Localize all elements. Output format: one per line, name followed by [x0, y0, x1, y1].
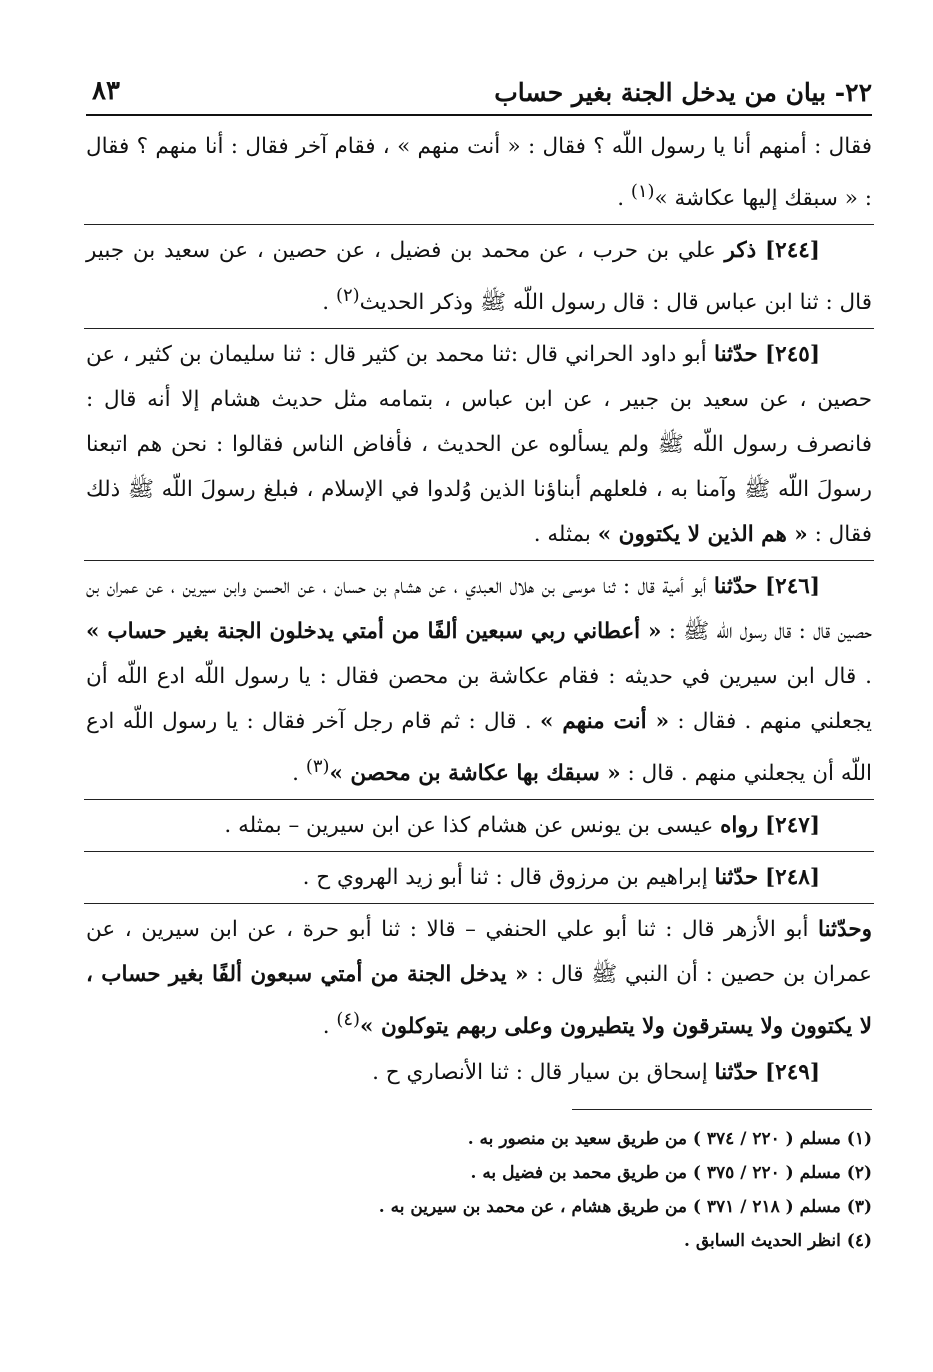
narration-keyword: حدّثنا — [714, 865, 759, 891]
hadith-number: [٢٤٤] — [764, 238, 820, 264]
footnote-ref: (١) — [630, 181, 655, 202]
prophetic-quote: « هم الذين لا يكتوون » — [597, 522, 808, 548]
prophetic-quote: « يدخل الجنة من أمتي سبعون ألفًا بغير حساب ، لا يكتوون ولا يسترقون ولا يتطيرون وعلى ربهم يتوكلون » — [86, 962, 872, 1040]
footnote-ref: (٢) — [335, 285, 360, 307]
page-number: ٨٣ — [92, 76, 120, 106]
prophetic-quote: « أعطاني ربي سبعين ألفًا من أمتي يدخلون الجنة بغير حساب » — [86, 619, 662, 645]
hadith-249 — [86, 1050, 872, 1095]
paragraph-end: بمثله . — [533, 522, 598, 548]
paragraph-end: . — [322, 1014, 337, 1040]
section-divider — [84, 328, 874, 329]
page-header — [86, 70, 872, 116]
hadith-text: عيسى بن يونس عن هشام كذا عن ابن سيرين – بمثله . — [224, 813, 721, 839]
chapter-title: ٢٢- بيان من يدخل الجنة بغير حساب — [494, 78, 872, 107]
hadith-number: [٢٤٥] — [764, 342, 820, 368]
prophetic-quote: « أنت منهم » — [539, 709, 670, 735]
footnotes — [86, 1122, 872, 1258]
paragraph-continuation — [86, 124, 872, 221]
hadith-248-second-chain — [86, 907, 872, 1049]
main-text — [86, 124, 872, 1095]
section-divider — [84, 851, 874, 852]
hadith-number: [٢٤٩] — [764, 1059, 820, 1085]
hadith-246 — [86, 564, 872, 796]
hadith-number: [٢٤٧] — [764, 813, 820, 839]
hadith-number: [٢٤٦] — [764, 574, 820, 600]
narration-keyword: رواه — [720, 813, 759, 839]
narration-keyword: حدّثنا — [713, 574, 758, 600]
hadith-text: أبو الأزهر قال : ثنا أبو علي الحنفي – قالا : ثنا أبو حرة ، عن ابن سيرين ، عن عمران بن حصين : أن النبي ﷺ قال : — [86, 917, 872, 988]
footnote-item: (٤) انظر الحديث السابق . — [684, 1230, 872, 1251]
narration-keyword: ذكر — [724, 238, 757, 264]
hadith-244 — [86, 228, 872, 325]
hadith-number: [٢٤٨] — [764, 865, 820, 891]
paragraph-end: . — [292, 761, 306, 787]
hadith-text: أبو أمية قال : ثنا موسى بن هلال العبدي ، عن هشام بن حسان ، عن الحسن وابن سيرين ، عن عمران بن حصين قال : قال رسول اللّه ﷺ : — [86, 574, 872, 645]
footnote-ref: (٣) — [305, 756, 330, 778]
section-divider — [84, 560, 874, 561]
section-divider — [84, 224, 874, 225]
hadith-text: علي بن حرب ، عن محمد بن فضيل ، عن حصين ، عن سعيد بن جبير قال : ثنا ابن عباس قال : قال رسول اللّه ﷺ وذكر الحديث — [86, 238, 872, 316]
hadith-text: إسحاق بن سيار قال : ثنا الأنصاري ح . — [372, 1059, 715, 1085]
footnote-divider — [572, 1109, 872, 1110]
hadith-248 — [86, 855, 872, 900]
section-divider — [84, 799, 874, 800]
hadith-text: إبراهيم بن مرزوق قال : ثنا أبو زيد الهروي ح . — [302, 865, 715, 891]
hadith-text: . قال ابن سيرين في حديثه : فقام عكاشة بن محصن فقال : يا رسول اللّه ادع اللّه أن يجعلني منهم . فقال : — [86, 664, 873, 735]
hadith-text: أبو داود الحراني قال :ثنا محمد بن كثير قال : ثنا سليمان بن كثير ، عن حصين ، عن سعيد بن جبير ، عن ابن عباس ، بتمامه مثل حديث هشام إلا أنه قال : فانصرف رسول اللّه ﷺ ولم يسألوه عن الحديث ، فأفاض الناس فقالوا : نحن هم اتبعنا رسولَ اللّه ﷺ وآمنا به ، فلعلهم أبناؤنا الذين وُلدوا في الإسلام ، فبلغ رسولَ اللّه ﷺ ذلك فقال : — [86, 342, 872, 548]
footnote-item: (٢) مسلم ( ٢٢٠ / ٣٧٥ ) من طريق محمد بن فضيل به . — [470, 1162, 872, 1183]
footnote-ref: (٤) — [336, 1009, 361, 1031]
paragraph-text: فقال : أمنهم أنا يا رسول اللّه ؟ فقال : « أنت منهم » ، فقام آخر فقال : أنا منهم ؟ فقال : « سبقك إليها عكاشة » — [86, 134, 872, 212]
hadith-text: . قال : ثم قام رجل آخر فقال : يا رسول اللّه ادع اللّه أن يجعلني منهم . قال : — [86, 709, 872, 787]
prophetic-quote: « سبقك بها عكاشة بن محصن » — [329, 761, 621, 787]
paragraph-end: . — [617, 186, 631, 212]
hadith-247 — [86, 803, 872, 848]
paragraph-end: . — [322, 290, 336, 316]
footnote-item: (٣) مسلم ( ٢١٨ / ٣٧١ ) من طريق هشام ، عن محمد بن سيرين به . — [378, 1196, 872, 1217]
narration-keyword: حدّثنا — [714, 342, 758, 368]
narration-keyword: حدّثنا — [714, 1059, 759, 1085]
narration-keyword: وحدّثنا — [818, 917, 872, 943]
book-page — [86, 70, 872, 1360]
section-divider — [84, 903, 874, 904]
footnote-item: (١) مسلم ( ٢٢٠ / ٣٧٤ ) من طريق سعيد بن منصور به . — [467, 1128, 872, 1149]
hadith-245 — [86, 332, 872, 557]
